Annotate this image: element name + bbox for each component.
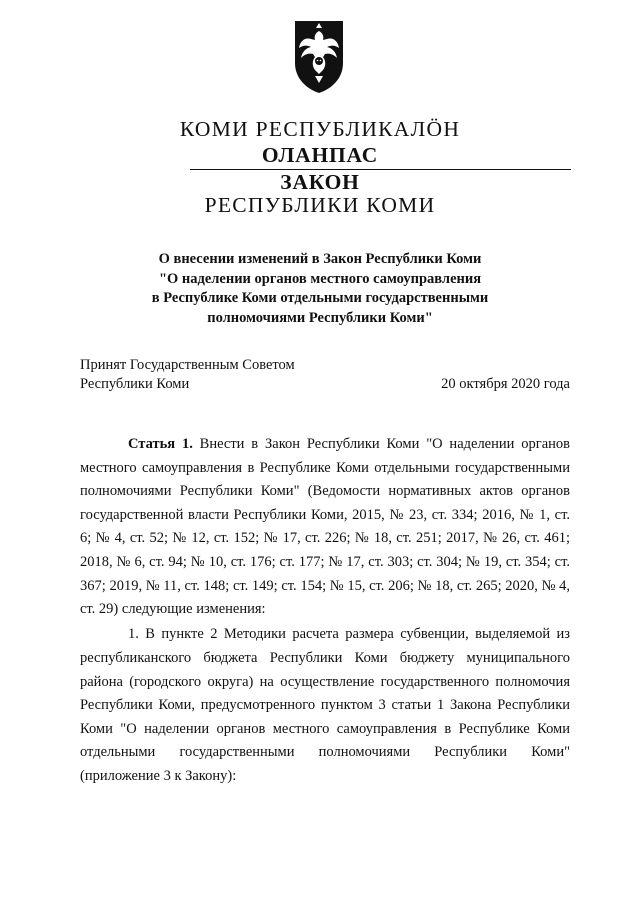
header-olanpas: ОЛАНПАС <box>261 143 379 167</box>
adoption-date: 20 октября 2020 года <box>441 376 570 392</box>
coat-of-arms-emblem <box>291 17 347 95</box>
law-title-line: в Республике Коми отдельными государственными <box>151 290 489 306</box>
header-republic-komi: РЕСПУБЛИКИ КОМИ <box>204 193 436 217</box>
law-body <box>80 433 570 789</box>
article-1-label: Статья 1. <box>128 436 193 452</box>
law-title <box>60 250 580 328</box>
law-title-line: О внесении изменений в Закон Республики Коми <box>158 251 482 267</box>
adoption-line-1: Принят Государственным Советом <box>80 357 295 373</box>
header-komi-republic-line: КОМИ РЕСПУБЛИКАЛӦН <box>179 117 461 141</box>
adoption-statement <box>80 356 295 394</box>
article-1-item-1: 1. В пункте 2 Методики расчета размера субвенции, выделяемой из республиканского бюджета Республики Коми бюджету муниципального района (городского округа) на осуществление государственного полномочия Республики Коми, предусмотренного пунктом 3 статьи 1 Закона Республики Коми "О наделении органов местного самоуправления в Республике Коми отдельными государственными полномочиями Республики Коми" (приложение 3 к Закону): <box>80 626 570 784</box>
law-title-line: "О наделении органов местного самоуправления <box>158 270 482 287</box>
law-title-line: полномочиями Республики Коми" <box>207 309 433 326</box>
header-zakon: ЗАКОН <box>280 170 360 194</box>
article-1-text: Внести в Закон Республики Коми "О наделении органов местного самоуправления в Республике Коми отдельными государственными полномочиями Республики Коми" (Ведомости нормативных актов органов государственной власти Республики Коми, 2015, № 23, ст. 334; 2016, № 1, ст. 6; № 4, ст. 52; № 12, ст. 152; № 17, ст. 226; № 18, ст. 251; 2017, № 26, ст. 461; 2018, № 6, ст. 94; № 10, ст. 176; ст. 177; № 17, ст. 303; ст. 304; № 19, ст. 354; ст. 367; 2019, № 11, ст. 148; ст. 149; ст. 154; № 15, ст. 206; № 18, ст. 265; 2020, № 4, ст. 29) следующие изменения: <box>80 436 570 618</box>
article-1-paragraph <box>80 433 570 622</box>
adoption-line-2: Республики Коми <box>80 376 190 392</box>
